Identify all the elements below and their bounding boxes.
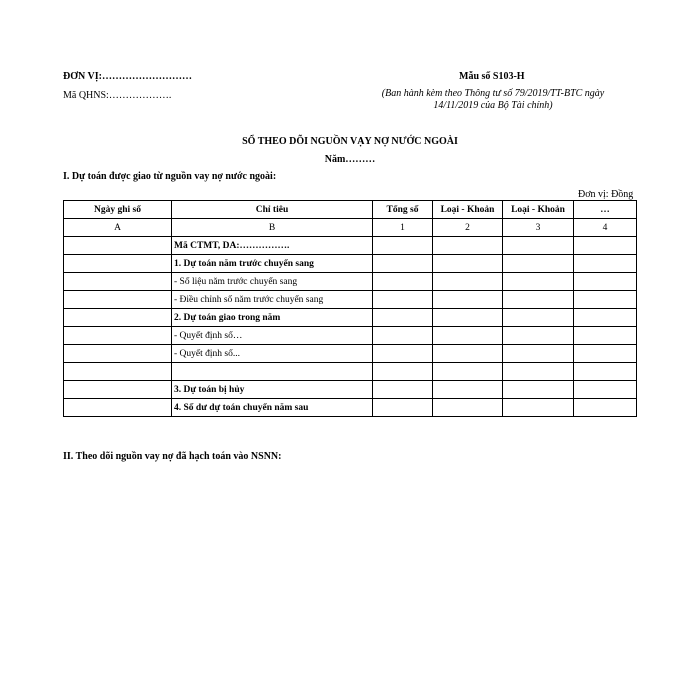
row-label bbox=[172, 363, 373, 381]
header-more: … bbox=[574, 201, 637, 219]
table-row bbox=[64, 345, 637, 363]
header-category-1: Loại - Khoản bbox=[433, 201, 503, 219]
table-row bbox=[64, 255, 637, 273]
table-row bbox=[64, 381, 637, 399]
subheader-3: 3 bbox=[503, 219, 574, 237]
document-title: SỔ THEO DÕI NGUỒN VẠY NỢ NƯỚC NGOÀI bbox=[242, 136, 458, 147]
section-2-heading: II. Theo dõi nguồn vay nợ đã hạch toán vào NSNN: bbox=[63, 451, 282, 462]
subheader-2: 2 bbox=[433, 219, 503, 237]
table-row bbox=[64, 237, 637, 255]
row-label: 1. Dự toán năm trước chuyển sang bbox=[172, 255, 373, 273]
row-label: 2. Dự toán giao trong năm bbox=[172, 309, 373, 327]
currency-note: Đơn vị: Đồng bbox=[578, 189, 634, 200]
header-total: Tổng số bbox=[373, 201, 433, 219]
row-label: 3. Dự toán bị hủy bbox=[172, 381, 373, 399]
document-year: Năm……… bbox=[324, 154, 376, 165]
header-category-2: Loại - Khoản bbox=[503, 201, 574, 219]
table-row bbox=[64, 327, 637, 345]
section-1-heading: I. Dự toán được giao từ nguồn vay nợ nước ngoài: bbox=[63, 171, 277, 182]
row-label: 4. Số dư dự toán chuyển năm sau bbox=[172, 399, 373, 417]
table-row bbox=[64, 399, 637, 417]
form-number: Mẫu số S103-H bbox=[459, 71, 525, 82]
subheader-b: B bbox=[172, 219, 373, 237]
table-subheader-row bbox=[64, 219, 637, 237]
table-header-row bbox=[64, 201, 637, 219]
table-row bbox=[64, 273, 637, 291]
row-label: - Số liệu năm trước chuyển sang bbox=[172, 273, 373, 291]
row-label: - Điều chỉnh số năm trước chuyển sang bbox=[172, 291, 373, 309]
row-label: - Quyết định số… bbox=[172, 327, 373, 345]
budget-table bbox=[63, 200, 637, 417]
header-date: Ngày ghi sổ bbox=[64, 201, 172, 219]
header-item: Chỉ tiêu bbox=[172, 201, 373, 219]
row-label: - Quyết định số... bbox=[172, 345, 373, 363]
table-row bbox=[64, 309, 637, 327]
table-row bbox=[64, 291, 637, 309]
subheader-1: 1 bbox=[373, 219, 433, 237]
issued-note: (Ban hành kèm theo Thông tư số 79/2019/TT-BTC ngày 14/11/2019 của Bộ Tài chính) bbox=[381, 88, 605, 111]
subheader-a: A bbox=[64, 219, 172, 237]
row-label: Mã CTMT, DA:……………. bbox=[172, 237, 373, 255]
budget-code-label: Mã QHNS:………………. bbox=[63, 90, 172, 101]
unit-label: ĐƠN VỊ:……………………… bbox=[63, 71, 192, 82]
subheader-4: 4 bbox=[574, 219, 637, 237]
table-row bbox=[64, 363, 637, 381]
